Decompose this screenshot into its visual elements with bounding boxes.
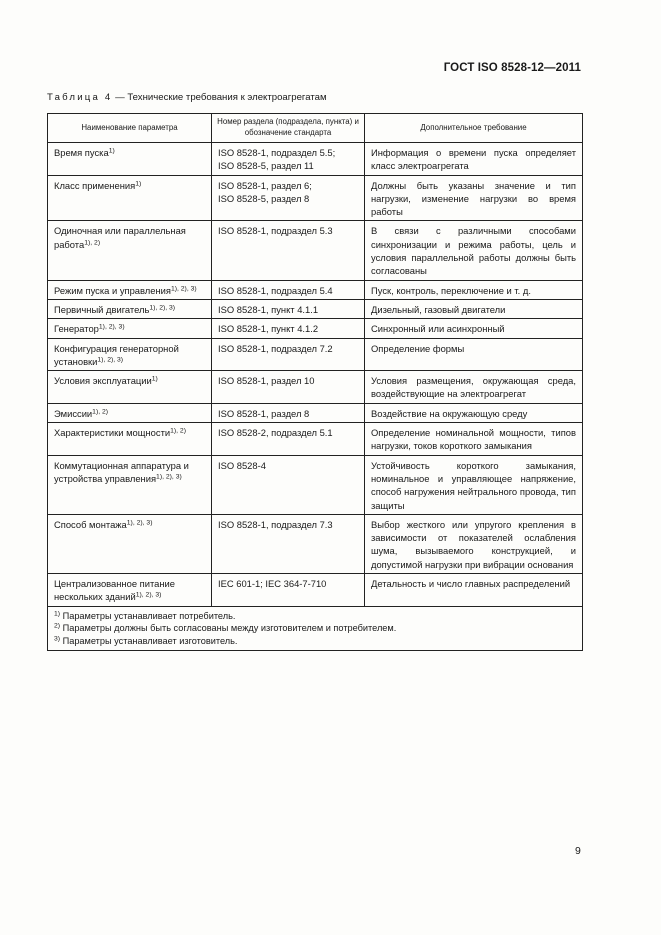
section-reference: ISO 8528-5, раздел 8	[218, 192, 310, 204]
parameter-cell	[48, 143, 212, 176]
requirement-cell: Синхронный или асинхронный	[365, 319, 583, 338]
header-additional-requirement: Дополнительное требование	[365, 114, 583, 143]
section-cell	[212, 299, 365, 318]
parameter-name: Характеристики мощности	[54, 427, 171, 439]
requirement-cell: Информация о времени пуска определяет класс электроагрегата	[365, 143, 583, 176]
parameter-cell	[48, 574, 212, 607]
footnote-mark: 1)	[54, 610, 61, 618]
parameter-name: Эмиссии	[54, 407, 93, 419]
table-row	[48, 514, 583, 573]
section-cell	[212, 319, 365, 338]
parameter-name: Централизованное питание нескольких зданий	[54, 578, 175, 603]
section-cell	[212, 574, 365, 607]
table-row	[48, 143, 583, 176]
table-row	[48, 175, 583, 221]
parameter-name: Условия эксплуатации	[54, 375, 152, 387]
footnote-ref: 1), 2), 3)	[98, 323, 125, 331]
section-cell	[212, 175, 365, 221]
parameter-cell	[48, 514, 212, 573]
footnote-mark: 2)	[54, 622, 61, 630]
requirement-cell: Должны быть указаны значение и тип нагрузки, изменение нагрузки во время работы	[365, 175, 583, 221]
parameter-cell	[48, 221, 212, 280]
footnote	[54, 622, 576, 635]
requirement-cell: Условия размещения, окружающая среда, воздействующие на электроагрегат	[365, 371, 583, 404]
footnote-ref: 1), 2), 3)	[156, 473, 182, 481]
requirement-cell: Детальность и число главных распределений	[365, 574, 583, 607]
footnote	[54, 635, 576, 648]
parameter-cell	[48, 175, 212, 221]
parameter-name: Коммутационная аппаратура и устройства управления	[54, 459, 189, 484]
section-reference: ISO 8528-1, подраздел 7.2	[218, 342, 333, 354]
table-header-row	[48, 114, 583, 143]
parameter-cell	[48, 319, 212, 338]
table-caption-label: Таблица 4	[47, 92, 113, 103]
footnote-ref: 1), 2), 3)	[149, 304, 176, 312]
header-section-number: Номер раздела (подраздела, пункта) и обозначение стандарта	[212, 114, 365, 143]
parameter-cell	[48, 338, 212, 371]
footnote-mark: 3)	[54, 635, 61, 643]
section-cell	[212, 423, 365, 456]
footnote-ref: 1)	[108, 147, 115, 155]
parameter-cell	[48, 423, 212, 456]
parameter-name: Первичный двигатель	[54, 303, 150, 315]
requirement-cell: Пуск, контроль, переключение и т. д.	[365, 280, 583, 299]
standard-designation: ГОСТ ISO 8528-12—2011	[443, 62, 581, 74]
parameter-cell	[48, 299, 212, 318]
footnote-ref: 1)	[151, 375, 158, 383]
parameter-name: Одиночная или параллельная работа	[54, 225, 186, 250]
table-row	[48, 280, 583, 299]
requirements-table	[47, 113, 583, 651]
parameter-name: Генератор	[54, 323, 99, 335]
section-reference: ISO 8528-1, подраздел 5.5;	[218, 147, 336, 158]
footnote-text: Параметры устанавливает потребитель.	[60, 610, 236, 621]
section-cell	[212, 280, 365, 299]
parameter-name: Режим пуска и управления	[54, 284, 171, 296]
section-cell	[212, 143, 365, 176]
table-row	[48, 221, 583, 280]
table-row	[48, 574, 583, 607]
parameter-name: Класс применения	[54, 179, 136, 191]
footnote-ref: 1), 2), 3)	[170, 285, 197, 293]
requirement-cell: Воздействие на окружающую среду	[365, 403, 583, 422]
section-cell	[212, 514, 365, 573]
footnote-text: Параметры устанавливает изготовитель.	[60, 636, 238, 647]
footnote-text: Параметры должны быть согласованы между изготовителем и потребителем.	[60, 623, 397, 634]
parameter-cell	[48, 455, 212, 514]
section-cell	[212, 221, 365, 280]
section-reference: ISO 8528-1, раздел 6;	[218, 179, 312, 191]
section-reference: ISO 8528-1, подраздел 5.4	[218, 284, 333, 296]
table-row	[48, 371, 583, 404]
requirement-cell: Выбор жесткого или упругого крепления в зависимости от показателей ослабления шума, вызываемого конструкцией, и допустимой нагрузки при вибрации основания	[365, 514, 583, 573]
footnote-ref: 1)	[135, 180, 142, 188]
footnote	[54, 610, 576, 623]
footnotes-row	[48, 606, 583, 650]
table-row	[48, 455, 583, 514]
footnote-ref: 1), 2), 3)	[135, 591, 162, 599]
section-reference: ISO 8528-5, раздел 11	[218, 160, 314, 172]
table-row	[48, 423, 583, 456]
parameter-name: Конфигурация генераторной установки	[54, 342, 179, 367]
table-row	[48, 319, 583, 338]
table-caption-title: — Технические требования к электроагрегатам	[112, 92, 327, 103]
section-reference: ISO 8528-1, пункт 4.1.1	[218, 303, 319, 315]
parameter-cell	[48, 280, 212, 299]
section-reference: ISO 8528-1, пункт 4.1.2	[218, 323, 319, 335]
section-reference: ISO 8528-2, подраздел 5.1	[218, 427, 333, 439]
requirement-cell: В связи с различными способами синхронизации и режима работы, цель и условия параллельной работы должны быть согласованы	[365, 221, 583, 280]
requirement-cell: Определение формы	[365, 338, 583, 371]
parameter-name: Способ монтажа	[54, 518, 127, 530]
table-row	[48, 403, 583, 422]
parameter-cell	[48, 371, 212, 404]
section-cell	[212, 338, 365, 371]
header-parameter-name: Наименование параметра	[48, 114, 212, 143]
section-cell	[212, 371, 365, 404]
table-row	[48, 299, 583, 318]
parameter-name: Время пуска	[54, 147, 109, 158]
table-row	[48, 338, 583, 371]
footnote-ref: 1), 2)	[170, 427, 186, 435]
section-reference: ISO 8528-1, раздел 10	[218, 375, 315, 387]
table-body	[48, 143, 583, 607]
requirement-cell: Определение номинальной мощности, типов нагрузки, токов короткого замыкания	[365, 423, 583, 456]
footnote-ref: 1), 2), 3)	[126, 519, 153, 527]
footnotes	[48, 606, 583, 650]
footnote-ref: 1), 2)	[84, 239, 101, 247]
requirement-cell: Устойчивость короткого замыкания, номинальное и управляющее напряжение, способ нагружения нейтрального провода, тип защиты	[365, 455, 583, 514]
page-number: 9	[575, 845, 581, 857]
section-reference: ISO 8528-1, подраздел 5.3	[218, 225, 333, 237]
section-cell	[212, 403, 365, 422]
footnote-ref: 1), 2)	[92, 408, 109, 416]
section-cell	[212, 455, 365, 514]
requirement-cell: Дизельный, газовый двигатели	[365, 299, 583, 318]
section-reference: IEC 601-1; IEC 364-7-710	[218, 578, 327, 590]
table-caption	[47, 92, 327, 103]
section-reference: ISO 8528-1, подраздел 7.3	[218, 518, 333, 530]
footnote-ref: 1), 2), 3)	[97, 356, 124, 364]
section-reference: ISO 8528-1, раздел 8	[218, 407, 310, 419]
section-reference: ISO 8528-4	[218, 459, 266, 471]
parameter-cell	[48, 403, 212, 422]
